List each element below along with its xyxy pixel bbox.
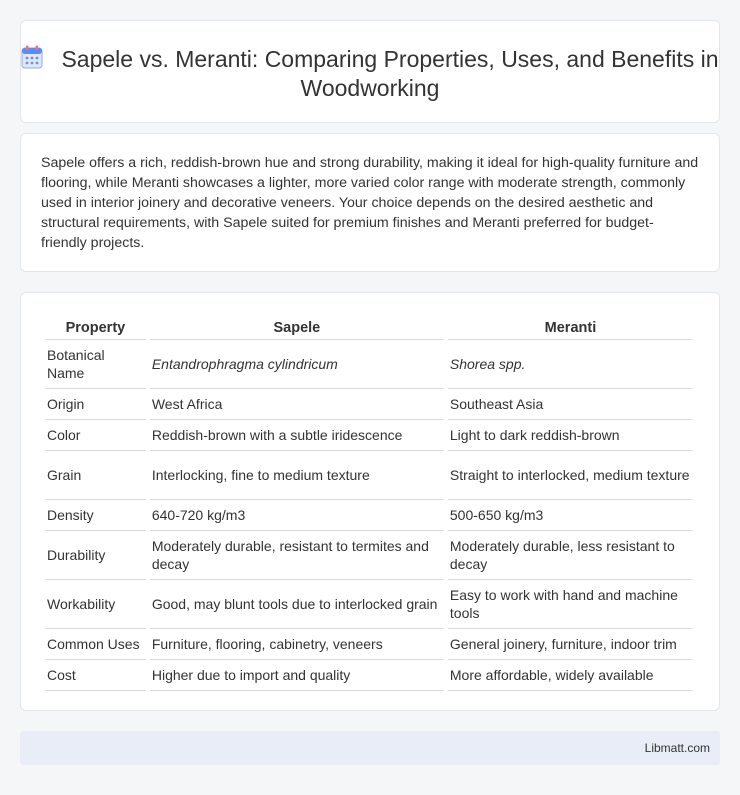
cell-property: Common Uses — [45, 629, 146, 660]
comparison-table — [41, 313, 697, 691]
title-wrap — [21, 45, 719, 103]
cell-meranti: Straight to interlocked, medium texture — [448, 451, 693, 500]
cell-sapele: Good, may blunt tools due to interlocked grain — [150, 580, 444, 629]
title-card — [20, 20, 720, 123]
cell-sapele: Higher due to import and quality — [150, 660, 444, 691]
table-row — [45, 389, 693, 420]
table-row — [45, 660, 693, 691]
table-row — [45, 531, 693, 580]
cell-sapele: Furniture, flooring, cabinetry, veneers — [150, 629, 444, 660]
cell-property: Color — [45, 420, 146, 451]
cell-meranti: 500-650 kg/m3 — [448, 500, 693, 531]
cell-property: Botanical Name — [45, 340, 146, 389]
footer — [20, 731, 720, 765]
page-title: Sapele vs. Meranti: Comparing Properties, Uses, and Benefits in Woodworking — [61, 46, 719, 101]
cell-sapele: West Africa — [150, 389, 444, 420]
cell-meranti: Southeast Asia — [448, 389, 693, 420]
cell-property: Origin — [45, 389, 146, 420]
cell-property: Grain — [45, 451, 146, 500]
cell-property: Cost — [45, 660, 146, 691]
cell-property: Density — [45, 500, 146, 531]
summary-text: Sapele offers a rich, reddish-brown hue and strong durability, making it ideal for high-quality furniture and flooring, while Meranti showcases a lighter, more varied color range with moderate strength, commonly used in interior joinery and decorative veneers. Your choice depends on the desired aesthetic and structural requirements, with Sapele suited for premium finishes and Meranti preferred for budget-friendly projects. — [41, 155, 699, 251]
cell-sapele: Moderately durable, resistant to termites and decay — [150, 531, 444, 580]
cell-meranti — [448, 340, 693, 389]
table-row — [45, 420, 693, 451]
table-row — [45, 500, 693, 531]
table-row — [45, 451, 693, 500]
table-header-row — [45, 313, 693, 340]
table-row — [45, 340, 693, 389]
table-row — [45, 580, 693, 629]
comparison-table-card — [20, 292, 720, 711]
footer-brand-link[interactable]: Libmatt.com — [644, 741, 710, 755]
cell-meranti: General joinery, furniture, indoor trim — [448, 629, 693, 660]
summary-card — [20, 133, 720, 272]
cell-sapele — [150, 340, 444, 389]
header-property: Property — [45, 313, 146, 340]
cell-meranti: More affordable, widely available — [448, 660, 693, 691]
header-sapele: Sapele — [150, 313, 444, 340]
cell-property: Durability — [45, 531, 146, 580]
cell-meranti: Moderately durable, less resistant to decay — [448, 531, 693, 580]
calendar-grid-icon — [21, 45, 43, 69]
cell-sapele: Interlocking, fine to medium texture — [150, 451, 444, 500]
cell-meranti: Easy to work with hand and machine tools — [448, 580, 693, 629]
table-row — [45, 629, 693, 660]
cell-property: Workability — [45, 580, 146, 629]
cell-sapele: Reddish-brown with a subtle iridescence — [150, 420, 444, 451]
cell-meranti: Light to dark reddish-brown — [448, 420, 693, 451]
header-meranti: Meranti — [448, 313, 693, 340]
cell-sapele-italic: Entandrophragma cylindricum — [151, 356, 338, 372]
cell-meranti-italic: Shorea spp. — [449, 356, 526, 372]
cell-sapele: 640-720 kg/m3 — [150, 500, 444, 531]
